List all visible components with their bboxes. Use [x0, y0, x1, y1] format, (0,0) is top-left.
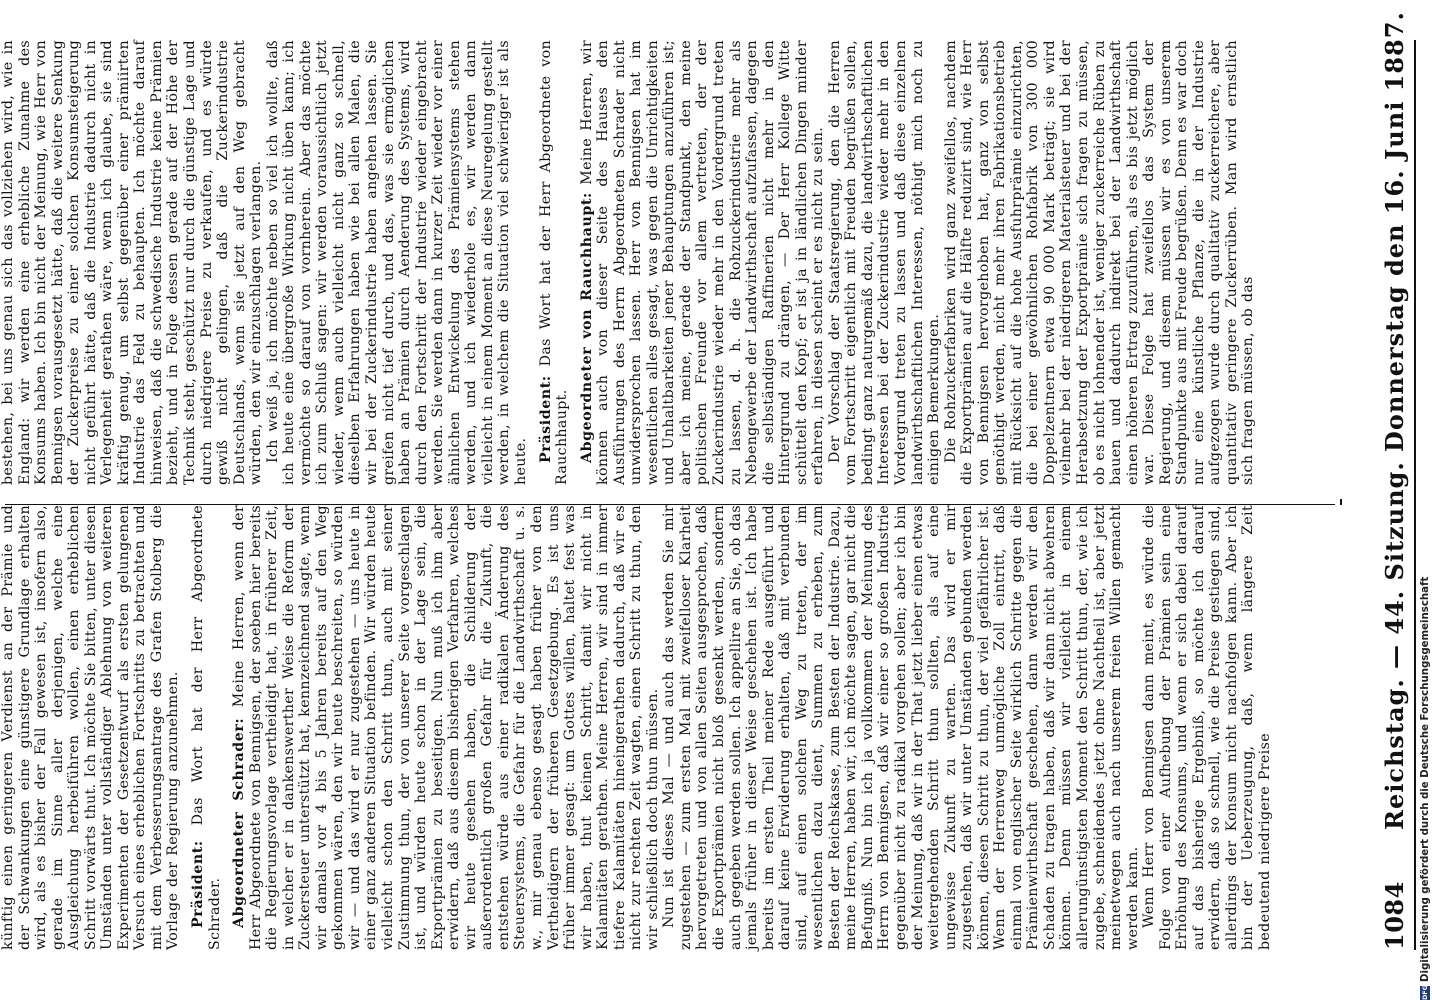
running-title: Reichstag. — 44. Sitzung. Donnerstag den 16. Juni 1887. — [1380, 11, 1409, 830]
paragraph-gap — [182, 505, 190, 950]
page-footer — [1420, 0, 1432, 1000]
paragraph — [661, 505, 1141, 950]
paragraph-text: Meine Herren, wir können auch von dieser Seite des Hauses den Ausführungen des Herrn Abgeordneten Schrader nicht unwidersprochen lassen. Herr von Bennigsen hat im wesentlichen alles gesagt, was gegen die Unrichtigkeiten und Unhaltbarkeiten jener Behauptungen anzuführen ist; aber ich meine, gerade der Standpunkt, den meine politischen Freunde vor allem vertreten, der der Zuckerindustrie wieder mehr in den Vordergrund treten zu lassen, d. h. die Rohzuckerindustrie mehr als Nebengewerbe der Landwirthschaft aufzufassen, dagegen die selbständigen Raffinerien nicht mehr in den Hintergrund zu drängen, — Der Herr Kollege Witte schüttelt den Kopf; er ist ja in ländlichen Dingen minder erfahren, in diesen scheint er es nicht zu sein. — [578, 40, 827, 485]
divider-mark — [1340, 499, 1342, 505]
paragraph — [943, 40, 1257, 485]
paragraph-text: Wenn Herr von Bennigsen dann meint, es würde die Folge von einer Aufhebung der Prämien sein eine Erhöhung des Konsums, und wenn er sich dabei darauf auf das bisherige Ergebniß, so möchte ich darauf erwidern, daß so schnell, wie die Preise gestiegen sind, allerdings der Konsum nicht nachfolgen kann. Aber ich bin der Ueberzeugung, daß, wenn längere Zeit bedeutend niedrigere Preise — [1141, 505, 1274, 950]
paragraph-gap — [223, 505, 231, 950]
text-column-right — [0, 40, 1310, 485]
paragraph-text: bestehen, bei uns genau sich das vollziehen wird, wie in England: wir werden eine erhebliche Zunahme des Konsums haben. Ich bin nicht der Meinung, wie Herr von Bennigsen vorausgesetzt hätte, daß die weitere Senkung der Zuckerpreise zu einer solchen Konsumsteigerung nicht geführt hätte, daß die Industrie dadurch nicht in Verlegenheit gerathen wäre, wenn ich glaube, sie sind kräftig genug, um selbst gegenüber einer prämiirten Industrie das Feld zu behaupten. Ich möchte darauf hinweisen, daß die schwedische Industrie keine Prämien bezieht, und in Folge dessen gerade auf der Höhe der Technik steht, geschützt nur durch die günstige Lage und durch niedrigere Preise zu verkaufen, und es würde gewiß nicht gelingen, daß die Zuckerindustrie Deutschlands, wenn sie jetzt auf den Weg gebracht würden, den wir einzuschlagen verlangen. — [0, 40, 265, 485]
column-divider — [5, 504, 1335, 505]
paragraph — [231, 505, 661, 950]
paragraph-text: Ich weiß ja, ich möchte neben so viel ich wollte, daß ich heute eine übergroße Wirkung nicht üben kann; ich vermöchte so darauf von vornherein. Aber das möchte ich zum Schluß sagen: wir werden voraussichtlich jetzt wieder, wenn auch vielleicht nicht ganz so schnell, dieselben Erfahrungen haben wie bei allen Malen, die wir bei der Zuckerindustrie haben angehen lassen. Sie greifen nicht tief durch, und das, was sie ermöglichen haben an Prämien durch Aenderung des Systems, wird durch den Fortschritt der Industrie wieder eingebracht werden. Sie werden dann in kurzer Zeit wieder vor einer ähnlichen Entwickelung des Prämiensystems stehen werden, und ich wiederhole es, wir werden dann vielleicht in einem Moment an diese Neuregelung gestellt werden, in welchem die Situation viel schwieriger ist als heute. — [264, 40, 529, 485]
paragraph-text: Das Wort hat der Herr Abgeordnete von Rauchhaupt. — [537, 40, 571, 485]
speaker-name: Abgeordneter von Rauchhaupt: — [578, 192, 595, 463]
paragraph-gap — [571, 40, 579, 485]
footer-credit: Digitalisierung gefördert durch die Deutsche Forschungsgemeinschaft — [1420, 576, 1431, 982]
paragraph-gap — [530, 40, 538, 485]
paragraph — [190, 505, 223, 950]
paragraph — [827, 40, 943, 485]
paragraph — [1141, 505, 1273, 950]
paragraph-text: Meine Herren, wenn der Herr Abgeordnete von Bennigsen, der soeben hier bereits die Regierungsvorlage vertheidigt hat, in früherer Zeit, in welcher er in dankenswerther Weise die Reform der Zuckersteuer unterstützt hat, kennzeichnend sagte, wenn wir damals vor 4 bis 5 Jahren bereits auf den Weg gekommen wären, den wir heute beschreiten, so würden wir — und das wird er nur zugestehen — uns heute in einer ganz anderen Situation befinden. Wir würden heute vielleicht schon den Schritt thun, auch mit seiner Zustimmung thun, der von unserer Seite vorgeschlagen ist, und würden heute schon in der Lage sein, die Exportprämien zu beseitigen. Nun muß ich ihm aber erwidern, daß aus diesem bisherigen Verfahren, welches wir heute gesehen haben, die Schilderung der außerordentlich großen Gefahr für die Zukunft, die entstehen würde aus einer radikalen Änderung des Steuersystems, die Gefahr für die Landwirthschaft u. s. w., mir genau ebenso gesagt haben früher von den Vertheidigern der früheren Gesetzgebung. Es ist uns früher immer gesagt: um Gottes willen, haltet fest was wir haben, thut keinen Schritt, damit wir nicht in Kalamitäten gerathen. Meine Herren, wir sind in immer tiefere Kalamitäten hineingerathen dadurch, daß wir es nicht zur rechten Zeit wagten, einen Schritt zu thun, den wir schließlich doch thun müssen. — [231, 505, 661, 950]
paragraph-text: Die Rohzuckerfabriken wird ganz zweifellos, nachdem die Exportprämien auf die Hälfte reduzirt sind, wie Herr von Bennigsen hervorgehoben hat, ganz von selbst genöthigt werden, nicht mehr ihren Fabrikationsbetrieb mit Rücksicht auf die hohe Ausfuhrprämie einzurichten, die bei einer gewöhnlichen Rohfabrik von 300 000 Doppelzentnern etwa 90 000 Mark beträgt; sie wird vielmehr bei der niedrigeren Materialsteuer und bei der Herabsetzung der Exportprämie sich fragen zu müssen, ob es nicht lohnender ist, weniger zuckerreiche Rüben zu bauen und dadurch indirekt bei der Landwirthschaft einen höheren Ertrag zuzuführen, als es bis jetzt möglich war. Diese Folge hat zweifellos das System der Regierung, und diesem müssen wir es von unserem Standpunkte aus mit Freude begrüßen. Denn es war doch nur eine künstliche Pflanze, die in der Industrie aufgezogen wurde durch qualitativ zuckerreichere, aber quantitativ geringere Zuckerrüben. Man wird ernstlich sich fragen müssen, ob das — [942, 40, 1257, 485]
dfg-logo: DFG — [1421, 985, 1429, 1000]
paragraph — [0, 505, 182, 950]
paragraph-text: Das Wort hat der Herr Abgeordnete Schrader. — [190, 505, 223, 950]
paragraph — [265, 40, 530, 485]
paragraph-text: Der Vorschlag der Staatsregierung, den die Herren vom Fortschritt eigentlich mit Freuden begrüßen sollen, bedingt ganz naturgemäß dazu, die landwirthschaftlichen Interessen bei der Zuckerindustrie wieder mehr in den Vordergrund treten zu lassen und daß diese einzelnen landwirthschaftlichen Interessen, nöthigt mich noch zu einigen Bemerkungen. — [826, 40, 943, 485]
page-number: 1084 — [1380, 881, 1409, 950]
text-column-left — [0, 505, 1310, 950]
paragraph-text: Nun ist dieses Mal — und auch das werden Sie mir zugestehen — zum ersten Mal mit zweifelloser Klarheit hervorgetreten und von allen Seiten ausgesprochen, daß die Exportprämien nicht bloß gesenkt werden, sondern auch gegeben werden sollen. Ich appellire an Sie, ob das jemals früher in dieser Weise geschehen ist. Ich habe bereits im ersten Theil meiner Rede ausgeführt und darauf keine Erwiderung erhalten, daß mit verbunden sind, auf einen solchen Weg zu treten, der im wesentlichen dazu dient, Summen zu erheben, zum Besten der Reichskasse, zum Besten der Industrie. Dazu, meine Herren, haben wir, ich möchte sagen, gar nicht die Befugniß. Nun bin ich ja vollkommen der Meinung des Herrn von Bennigsen, daß wir einer so großen Industrie gegenüber nicht zu radikal vorgehen sollen; aber ich bin der Meinung, daß wir in der That jetzt lieber einen etwas weitergehenden Schritt thun sollten, als auf eine ungewisse Zukunft zu warten. Das wird er mir zugestehen, daß wir unter Umständen gebunden werden können, diesen Schritt zu thun, der viel gefährlicher ist. Wenn der Herrenweg unmögliche Zoll eintritt, daß einmal von englischer Seite wirklich Schritte gegen die Prämienwirthschaft geschehen, dann werden wir den Schaden zu tragen haben, daß wir dann nicht abwehren können. Denn müssen wir vielleicht in einem allerungünstigsten Moment den Schritt thun, der, wie ich zugebe, schneidendes jetzt ohne Nachtheil ist, aber jetzt meinetwegen auch nach unserem freien Willen gemacht werden kann. — [661, 505, 1141, 950]
speaker-name: Präsident: — [537, 375, 554, 463]
paragraph — [579, 40, 827, 485]
paragraph — [0, 40, 265, 485]
paragraph — [538, 40, 571, 485]
speaker-name: Präsident: — [190, 840, 207, 928]
header-rule — [1414, 40, 1416, 950]
paragraph-text: künftig einen geringeren Verdienst an der Prämie und der Schwankungen eine günstigere Grundlage erhalten wird, als es bisher der Fall gewesen ist, insofern also, gerade im Sinne aller derjenigen, welche eine Ausgleichung herbeiführen wollen, einen erheblichen Schritt vorwärts thut. Ich möchte Sie bitten, unter diesen Umständen unter vollständiger Ablehnung von weiteren Experimenten der Gesetzentwurf als ersten gelungenen Versuch eines erheblichen Fortschritts zu betrachten und mit dem Verbesserungsantrage des Grafen Stolberg die Vorlage der Regierung anzunehmen. — [0, 505, 182, 950]
page-header — [1380, 0, 1420, 1000]
speaker-name: Abgeordneter Schrader: — [231, 717, 248, 928]
